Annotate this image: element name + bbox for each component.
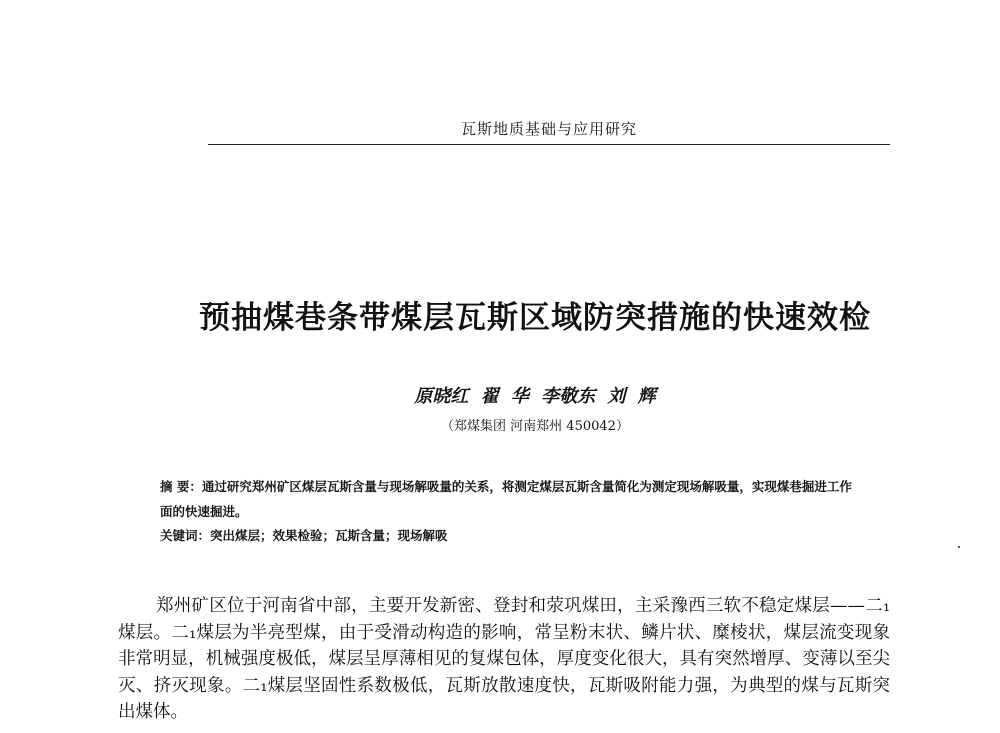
body-paragraph: 郑州矿区位于河南省中部，主要开发新密、登封和荥巩煤田，主采豫西三软不稳定煤层——二₁煤层。二₁煤层为半亮型煤，由于受滑动构造的影响，常呈粉末状、鳞片状、糜棱状，煤层流变现象非常明显，机械强度极低，煤层呈厚薄相见的复煤包体，厚度变化很大，具有突然增厚、变薄以至尖灭、挤灭现象。二₁煤层坚固性系数极低，瓦斯放散速度快，瓦斯吸附能力强，为典型的煤与瓦斯突出煤体。: [118, 596, 890, 722]
abstract-text: ：通过研究郑州矿区煤层瓦斯含量与现场解吸量的关系，将测定煤层瓦斯含量简化为测定现场解吸量，实现煤巷掘进工作面的快速掘进。: [160, 479, 852, 519]
keywords: [160, 526, 860, 544]
journal-header: 瓦斯地质基础与应用研究: [460, 120, 637, 138]
abstract: [160, 474, 860, 524]
article-authors: 原晓红 翟 华 李敬东 刘 辉: [414, 386, 656, 407]
article-affiliation: （郑煤集团 河南郑州 450042）: [441, 419, 629, 434]
keywords-label: 关键词: [160, 528, 198, 543]
article-title: 预抽煤巷条带煤层瓦斯区域防突措施的快速效检: [199, 300, 871, 336]
keywords-text: ：突出煤层；效果检验；瓦斯含量；现场解吸: [197, 528, 448, 543]
header-rule: [208, 144, 890, 145]
abstract-label: 摘 要: [160, 479, 190, 494]
scan-speck: [958, 546, 960, 548]
